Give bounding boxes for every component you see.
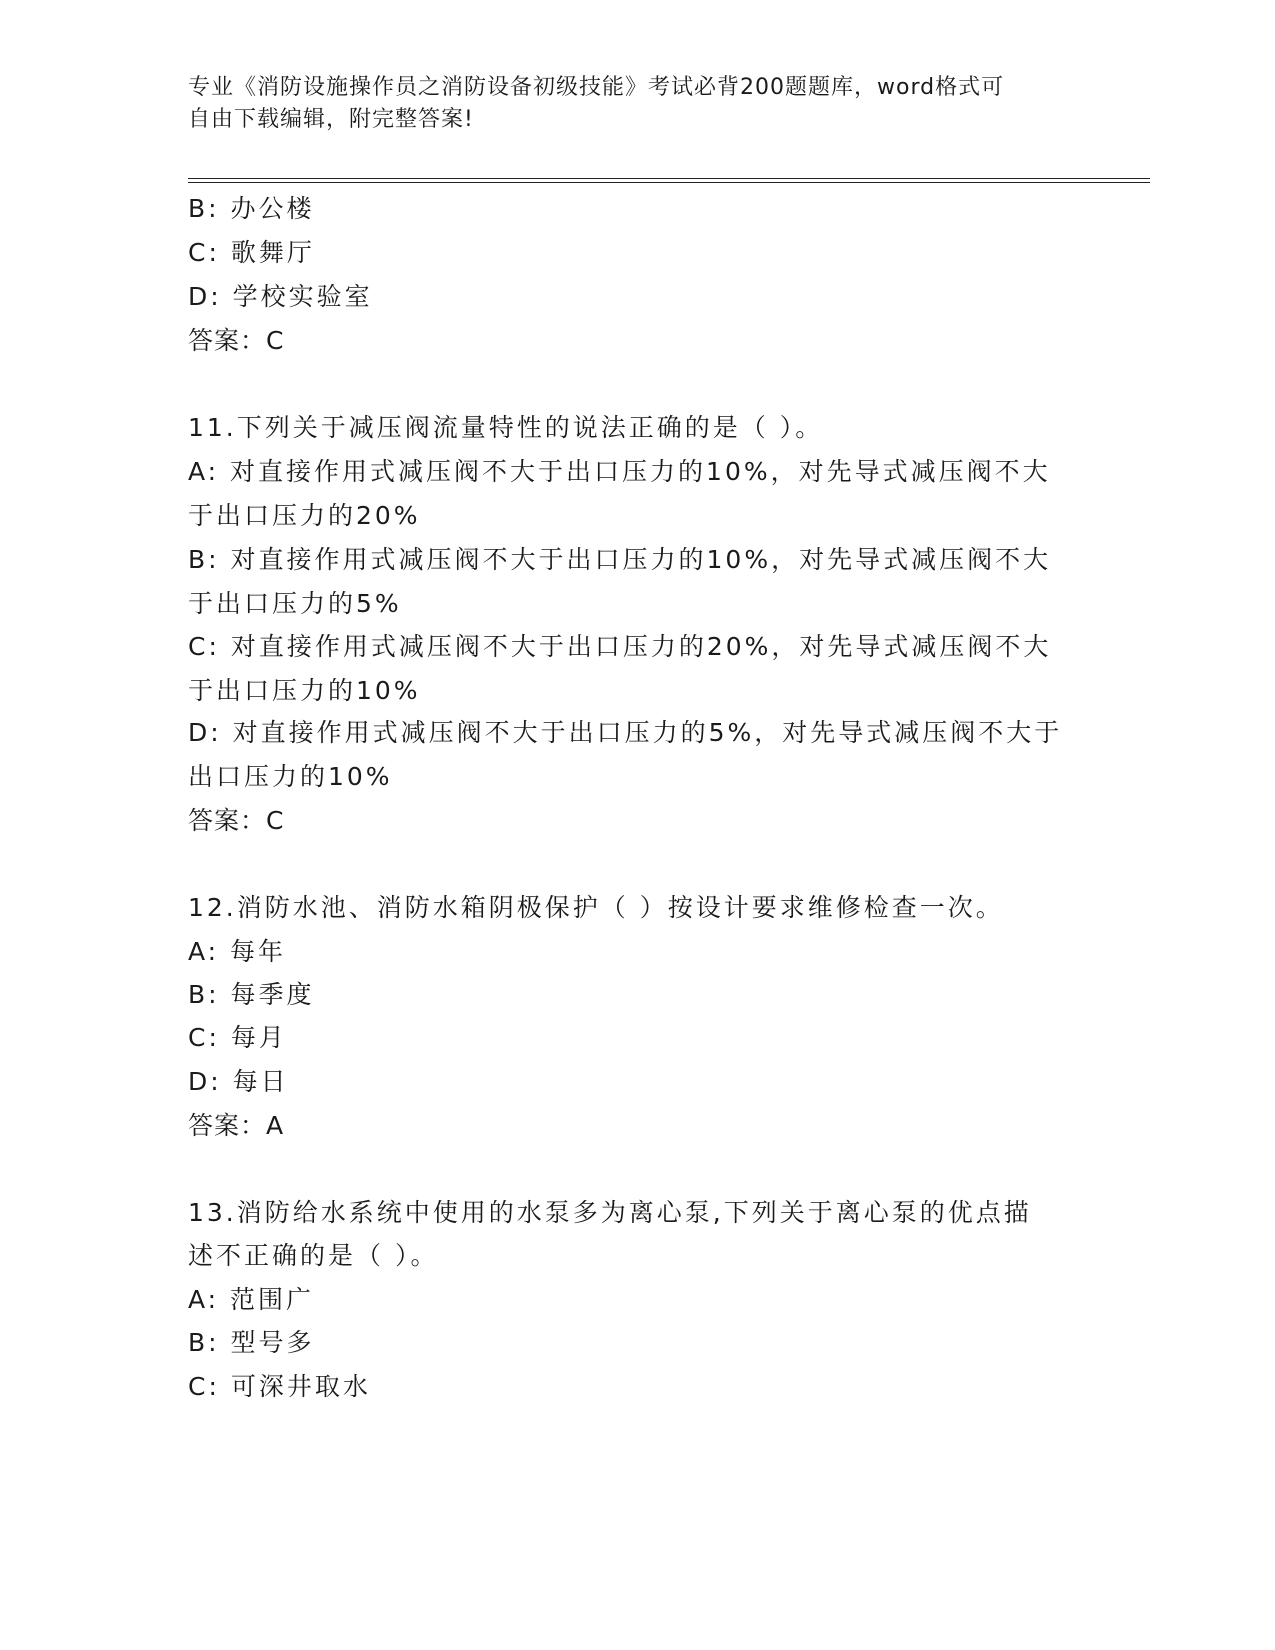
q11-option-c-line-1: C: 对直接作用式减压阀不大于出口压力的20%，对先导式减压阀不大 xyxy=(188,632,1052,661)
q11-option-c-line-2: 于出口压力的10% xyxy=(188,676,421,705)
q11-answer: 答案：C xyxy=(188,806,285,835)
q12-answer: 答案：A xyxy=(188,1111,285,1140)
q12-option-b: B: 每季度 xyxy=(188,980,315,1009)
q10-answer: 答案：C xyxy=(188,326,285,355)
q10-option-d: D: 学校实验室 xyxy=(188,282,373,311)
q10-option-b: B: 办公楼 xyxy=(188,194,315,223)
page-header xyxy=(188,72,1068,136)
q11-option-a-line-2: 于出口压力的20% xyxy=(188,501,421,530)
q11-option-d-line-1: D: 对直接作用式减压阀不大于出口压力的5%，对先导式减压阀不大于 xyxy=(188,718,1063,747)
q10-option-c: C: 歌舞厅 xyxy=(188,238,315,267)
header-title-line-1: 专业《消防设施操作员之消防设备初级技能》考试必背200题题库，word格式可 xyxy=(188,75,1005,100)
q11-option-b-line-2: 于出口压力的5% xyxy=(188,589,402,618)
q13-option-a: A: 范围广 xyxy=(188,1285,315,1314)
header-divider-top xyxy=(188,178,1150,179)
header-divider-bottom xyxy=(188,182,1150,183)
q13-option-b: B: 型号多 xyxy=(188,1328,315,1357)
q12-option-a: A: 每年 xyxy=(188,937,287,966)
q11-stem: 11.下列关于减压阀流量特性的说法正确的是（ ）。 xyxy=(188,413,824,442)
q13-option-c: C: 可深井取水 xyxy=(188,1372,371,1401)
q11-option-a-line-1: A: 对直接作用式减压阀不大于出口压力的10%，对先导式减压阀不大 xyxy=(188,457,1051,486)
q11-option-d-line-2: 出口压力的10% xyxy=(188,762,393,791)
q12-stem: 12.消防水池、消防水箱阴极保护（ ）按设计要求维修检查一次。 xyxy=(188,893,1004,922)
q12-option-d: D: 每日 xyxy=(188,1067,289,1096)
q11-option-b-line-1: B: 对直接作用式减压阀不大于出口压力的10%，对先导式减压阀不大 xyxy=(188,545,1052,574)
q13-stem-line-2: 述不正确的是（ ）。 xyxy=(188,1241,439,1270)
q12-option-c: C: 每月 xyxy=(188,1023,287,1052)
q13-stem-line-1: 13.消防给水系统中使用的水泵多为离心泵,下列关于离心泵的优点描 xyxy=(188,1198,1032,1227)
header-title-line-2: 自由下载编辑，附完整答案! xyxy=(188,107,474,132)
